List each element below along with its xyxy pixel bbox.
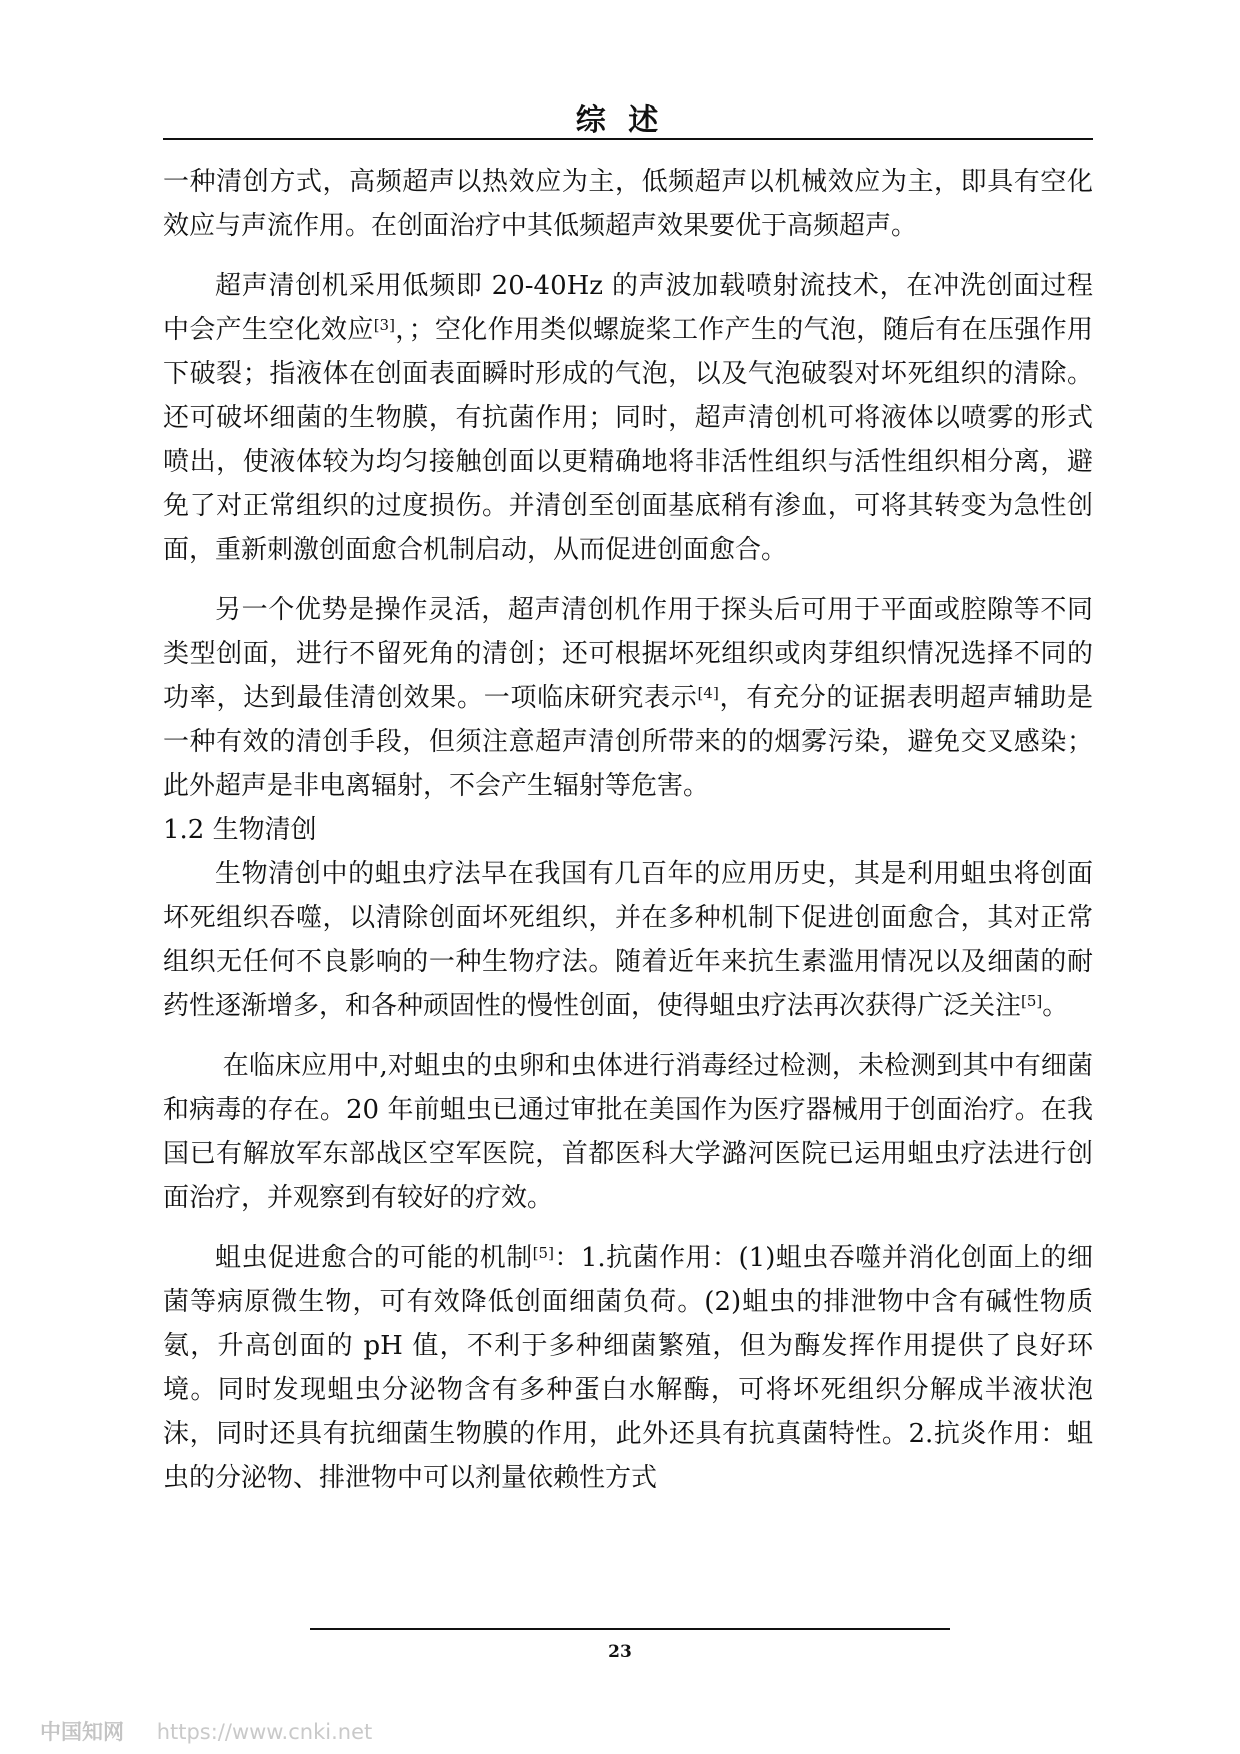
citation-ref: [5]	[1021, 991, 1043, 1010]
paragraph-clinical-application: 在临床应用中,对蛆虫的虫卵和虫体进行消毒经过检测，未检测到其中有细菌和病毒的存在。20 年前蛆虫已通过审批在美国作为医疗器械用于创面治疗。在我国已有解放军东部战区空军医院，首都医科大学潞河医院已运用蛆虫疗法进行创面治疗，并观察到有较好的疗效。	[163, 1051, 1093, 1213]
paragraph-ultrasound-debridement	[163, 264, 1093, 572]
paragraph-text: ，有充分的证据表明超声辅助是一种有效的清创手段，但须注意超声清创所带来的的烟雾污染，避免交叉感染；此外超声是非电离辐射，不会产生辐射等危害。	[163, 683, 1093, 801]
article-body	[163, 160, 1093, 1500]
cnki-logo: 中国知网	[40, 1720, 124, 1744]
paragraph-healing-mechanism	[163, 1236, 1093, 1500]
section-heading: 1.2 生物清创	[163, 815, 317, 845]
paragraph-text: 超声清创机采用低频即 20-40Hz 的声波加载喷射流技术，在冲洗创面过程中会产生空化效应	[163, 271, 1093, 345]
page-number: 23	[608, 1642, 632, 1662]
paragraph-text: 生物清创中的蛆虫疗法早在我国有几百年的应用历史，其是利用蛆虫将创面坏死组织吞噬，以清除创面坏死组织，并在多种机制下促进创面愈合，其对正常组织无任何不良影响的一种生物疗法。随着近年来抗生素滥用情况以及细菌的耐药性逐渐增多，和各种顽固性的慢性创面，使得蛆虫疗法再次获得广泛关注	[163, 859, 1093, 1021]
paragraph-text: 另一个优势是操作灵活，超声清创机作用于探头后可用于平面或腔隙等不同类型创面，进行不留死角的清创；还可根据坏死组织或肉芽组织情况选择不同的功率，达到最佳清创效果。一项临床研究表示	[163, 595, 1093, 713]
paragraph-continuation: 一种清创方式，高频超声以热效应为主，低频超声以机械效应为主，即具有空化效应与声流作用。在创面治疗中其低频超声效果要优于高频超声。	[163, 167, 1093, 241]
watermark-url: https://www.cnki.net	[156, 1720, 373, 1744]
citation-ref: [3]	[373, 315, 395, 334]
cnki-watermark	[40, 1716, 372, 1746]
paragraph-text: 蛆虫促进愈合的可能的机制	[215, 1243, 533, 1273]
paragraph-biological-debridement	[163, 852, 1093, 1028]
paragraph-text: ：1.抗菌作用：(1)蛆虫吞噬并消化创面上的细菌等病原微生物，可有效降低创面细菌负荷。(2)蛆虫的排泄物中含有碱性物质氨，升高创面的 pH 值，不利于多种细菌繁殖，但为酶发挥作用提供了良好环境。同时发现蛆虫分泌物含有多种蛋白水解酶，可将坏死组织分解成半液状泡沫，同时还具有抗细菌生物膜的作用，此外还具有抗真菌特性。2.抗炎作用：蛆虫的分泌物、排泄物中可以剂量依赖性方式	[163, 1243, 1093, 1493]
running-header-title: 综 述	[575, 103, 665, 138]
citation-ref: [5]	[532, 1243, 554, 1262]
citation-ref: [4]	[697, 683, 719, 702]
header-rule	[163, 138, 1093, 140]
paragraph-ultrasound-advantage	[163, 588, 1093, 808]
paragraph-text: ，；空化作用类似螺旋桨工作产生的气泡，随后有在压强作用下破裂；指液体在创面表面瞬时形成的气泡，以及气泡破裂对坏死组织的清除。还可破坏细菌的生物膜，有抗菌作用；同时，超声清创机可将液体以喷雾的形式喷出，使液体较为均匀接触创面以更精确地将非活性组织与活性组织相分离，避免了对正常组织的过度损伤。并清创至创面基底稍有渗血，可将其转变为急性创面，重新刺激创面愈合机制启动，从而促进创面愈合。	[163, 315, 1093, 565]
footer-rule	[310, 1628, 950, 1630]
paragraph-text: 。	[1042, 991, 1069, 1021]
